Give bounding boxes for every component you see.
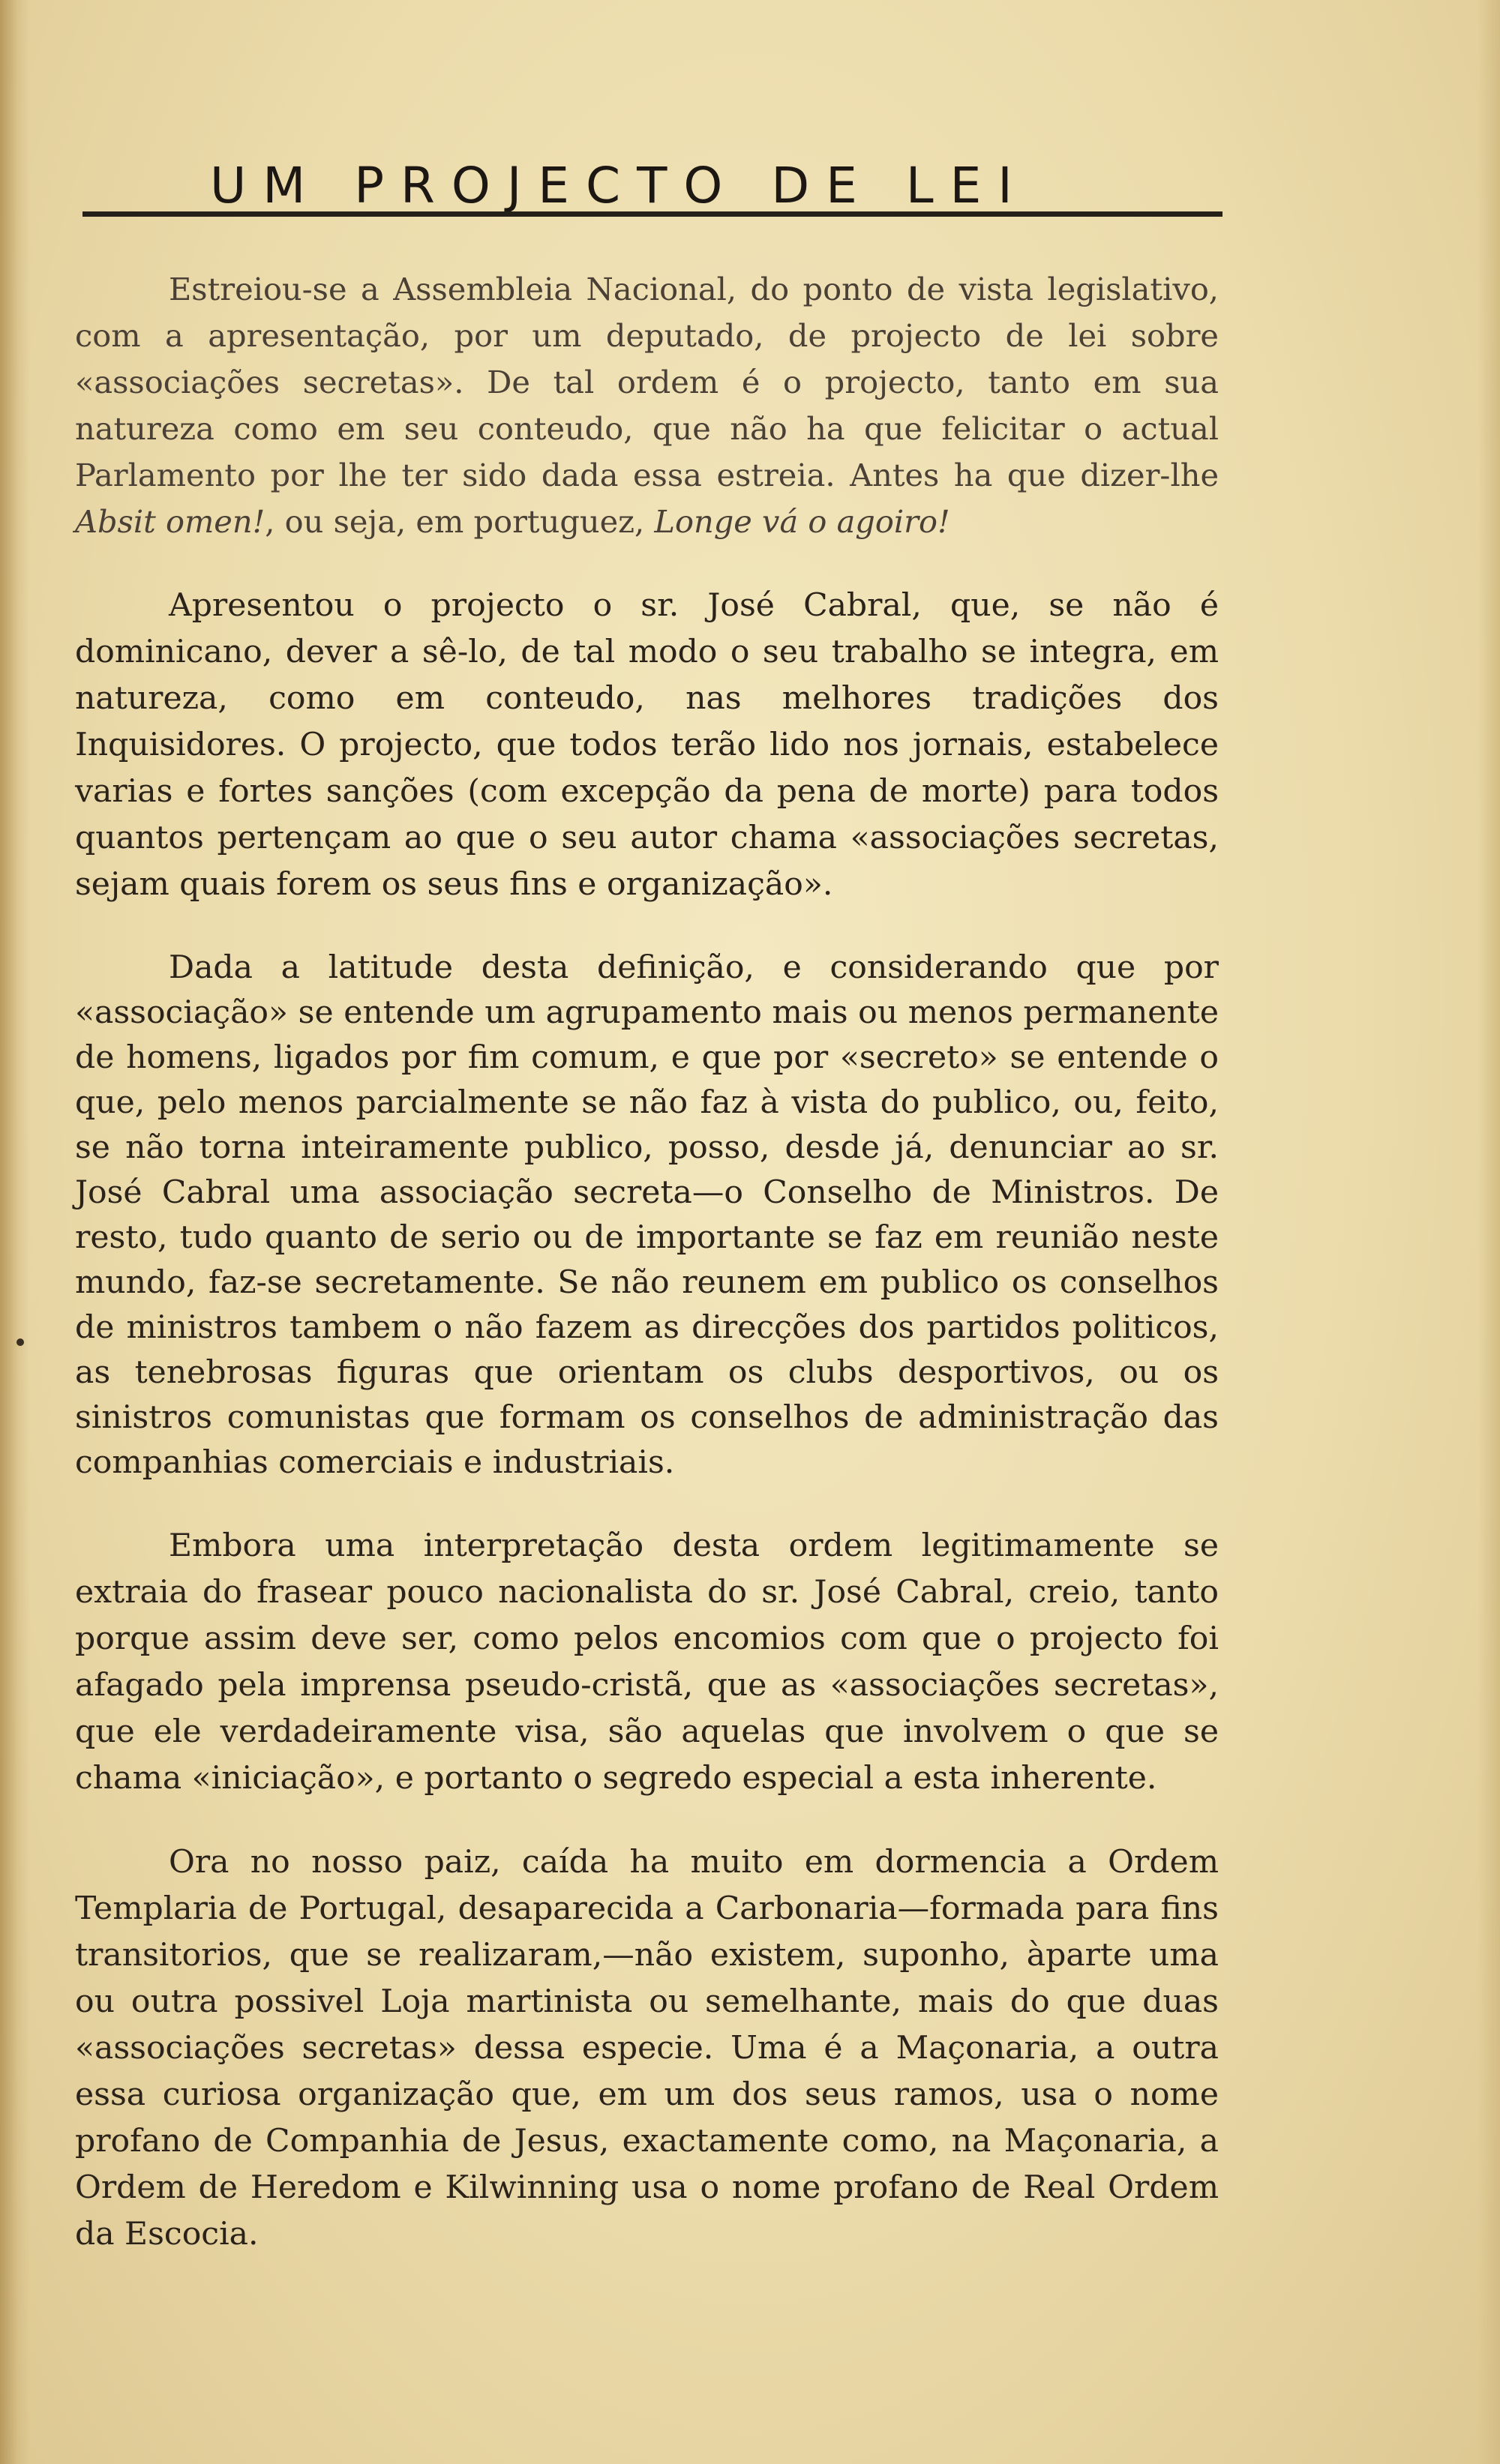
ink-speck (16, 1338, 24, 1346)
page-gutter-shadow (0, 0, 30, 2464)
paragraph-4: Embora uma interpretação desta ordem legitimamente se extraia do frasear pouco nacionalista do sr. José Cabral, creio, tanto porque assim deve ser, como pelos encomios com que o projecto foi afagado pela imprensa pseudo-cristã, que as «associações secretas», que ele verdadeiramente visa, são aquelas que involvem o que se chama «iniciação», e portanto o segredo especial a esta inherente. (75, 1527, 1219, 1797)
article-title: UM PROJECTO DE LEI (210, 157, 1029, 214)
paragraph-3: Dada a latitude desta definição, e considerando que por «associação» se entende um agrupamento mais ou menos permanente de homens, ligados por fim comum, e que por «secreto» se entende o que, pelo menos parcialmente se não faz à vista do publico, ou, feito, se não torna inteiramente publico, posso, desde já, denunciar ao sr. José Cabral uma associação secreta—o Conselho de Ministros. De resto, tudo quanto de serio ou de importante se faz em reunião neste mundo, faz-se secretamente. Se não reunem em publico os conselhos de ministros tambem o não fazem as direcções dos partidos politicos, as tenebrosas figuras que orientam os clubs desportivos, ou os sinistros comunistas que formam os conselhos de administração das companhias comerciais e industriais. (75, 949, 1219, 1481)
article-body (75, 266, 1219, 2295)
title-underline (82, 211, 1222, 217)
paragraph-1-connector: , ou seja, em portuguez, (265, 503, 655, 540)
paragraph-1 (75, 266, 1219, 545)
paragraph-1-latin-phrase: Absit omen! (75, 503, 266, 540)
paragraph-1-translation: Longe vá o agoiro! (654, 503, 950, 540)
paragraph-1-text: Estreiou-se a Assembleia Nacional, do ponto de vista legislativo, com a apresentação, por um deputado, de projecto de lei sobre «associações secretas». De tal ordem é o projecto, tanto em sua natureza como em seu conteudo, que não ha que felicitar o actual Parlamento por lhe ter sido dada essa estreia. Antes ha que dizer-lhe (75, 271, 1219, 493)
page-edge-shadow (1478, 0, 1500, 2464)
paragraph-2: Apresentou o projecto o sr. José Cabral, que, se não é dominicano, dever a sê-lo, de tal modo o seu trabalho se integra, em natureza, como em conteudo, nas melhores tradições dos Inquisidores. O projecto, que todos terão lido nos jornais, estabelece varias e fortes sanções (com excepção da pena de morte) para todos quantos pertençam ao que o seu autor chama «associações secretas, sejam quais forem os seus fins e organização». (75, 587, 1219, 903)
paragraph-5: Ora no nosso paiz, caída ha muito em dormencia a Ordem Templaria de Portugal, desaparecida a Carbonaria—formada para fins transitorios, que se realizaram,—não existem, suponho, àparte uma ou outra possivel Loja martinista ou semelhante, mais do que duas «associações secretas» dessa especie. Uma é a Maçonaria, a outra essa curiosa organização que, em um dos seus ramos, usa o nome profano de Companhia de Jesus, exactamente como, na Maçonaria, a Ordem de Heredom e Kilwinning usa o nome profano de Real Ordem da Escocia. (75, 1844, 1219, 2253)
